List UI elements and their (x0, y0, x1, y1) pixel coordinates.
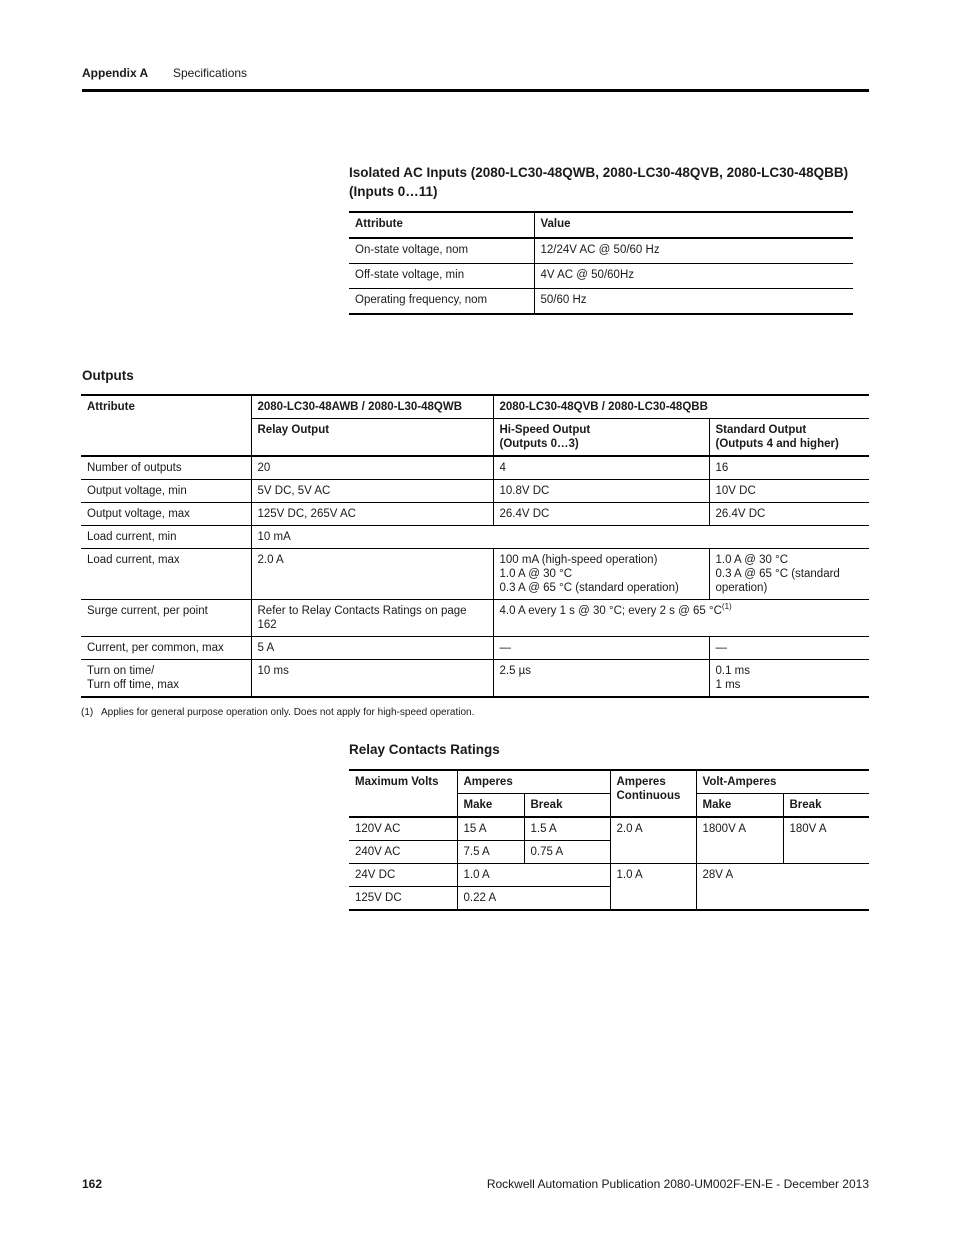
cell-relay: 10 ms (251, 660, 493, 698)
cell-hispeed: 10.8V DC (493, 480, 709, 503)
cell-attribute: Load current, min (81, 526, 251, 549)
col-attribute: Attribute (81, 395, 251, 456)
cell-amp-cont: 2.0 A (610, 817, 696, 864)
cell-standard: 0.1 ms 1 ms (709, 660, 869, 698)
table-row (81, 456, 869, 480)
cell-va: 28V A (696, 864, 869, 911)
cell-attribute: Off-state voltage, min (349, 264, 534, 289)
isolated-ac-title-line1: Isolated AC Inputs (2080-LC30-48QWB, 2080-LC30-48QVB, 2080-LC30-48QBB) (349, 165, 849, 180)
cell-volts: 120V AC (349, 817, 457, 841)
cell-relay: 125V DC, 265V AC (251, 503, 493, 526)
cell-hispeed: 4 (493, 456, 709, 480)
page-number: 162 (82, 1177, 103, 1191)
cell-make: 7.5 A (457, 841, 524, 864)
col-amp-break: Break (524, 794, 610, 818)
cell-amps: 1.0 A (457, 864, 610, 887)
cell-attribute: Output voltage, min (81, 480, 251, 503)
cell-standard: 16 (709, 456, 869, 480)
cell-attribute: Output voltage, max (81, 503, 251, 526)
cell-amps: 0.22 A (457, 887, 610, 911)
cell-attribute: Operating frequency, nom (349, 289, 534, 315)
cell-va-break: 180V A (783, 817, 869, 864)
cell-standard: 26.4V DC (709, 503, 869, 526)
col-hispeed-output: Hi-Speed Output (Outputs 0…3) (493, 419, 709, 457)
table-row (349, 264, 853, 289)
col-relay-output: Relay Output (251, 419, 493, 457)
cell-attribute: Number of outputs (81, 456, 251, 480)
cell-standard: 10V DC (709, 480, 869, 503)
cell-volts: 24V DC (349, 864, 457, 887)
cell-attribute: Turn on time/ Turn off time, max (81, 660, 251, 698)
relay-table (349, 769, 869, 911)
cell-attribute: Surge current, per point (81, 600, 251, 637)
cell-standard: — (709, 637, 869, 660)
cell-value: 4V AC @ 50/60Hz (534, 264, 853, 289)
cell-attribute: Load current, max (81, 549, 251, 600)
isolated-ac-title-line2: (Inputs 0…11) (349, 184, 438, 199)
table-header-row (81, 395, 869, 419)
table-row (349, 864, 869, 887)
col-standard-output: Standard Output (Outputs 4 and higher) (709, 419, 869, 457)
surge-text: 4.0 A every 1 s @ 30 °C; every 2 s @ 65 °C (499, 605, 722, 617)
col-group-awb: 2080-LC30-48AWB / 2080-L30-48QWB (251, 395, 493, 419)
header-rule (82, 89, 869, 92)
table-row (81, 637, 869, 660)
col-amperes-continuous: Amperes Continuous (610, 770, 696, 817)
table-row (81, 480, 869, 503)
outputs-title: Outputs (82, 368, 134, 383)
cell-relay: 5V DC, 5V AC (251, 480, 493, 503)
cell-relay: 2.0 A (251, 549, 493, 600)
col-va-make: Make (696, 794, 783, 818)
col-va-break: Break (783, 794, 869, 818)
cell-hispeed: 100 mA (high-speed operation) 1.0 A @ 30 °C 0.3 A @ 65 °C (standard operation) (493, 549, 709, 600)
table-row (81, 600, 869, 637)
cell-all: 10 mA (251, 526, 869, 549)
cell-va-make: 1800V A (696, 817, 783, 864)
table-row (349, 289, 853, 315)
footnote-number: (1) (81, 707, 94, 718)
cell-hispeed: — (493, 637, 709, 660)
cell-value: 50/60 Hz (534, 289, 853, 315)
isolated-ac-title (349, 163, 848, 201)
cell-break: 1.5 A (524, 817, 610, 841)
cell-hispeed: 2.5 µs (493, 660, 709, 698)
cell-amp-cont: 1.0 A (610, 864, 696, 911)
cell-attribute: Current, per common, max (81, 637, 251, 660)
table-row (349, 817, 869, 841)
table-row (81, 660, 869, 698)
publication-info: Rockwell Automation Publication 2080-UM002F-EN-E - December 2013 (486, 1177, 869, 1191)
cell-make: 15 A (457, 817, 524, 841)
col-attribute: Attribute (349, 212, 534, 238)
outputs-table (81, 394, 869, 698)
cell-volts: 125V DC (349, 887, 457, 911)
footnote-text: Applies for general purpose operation only. Does not apply for high-speed operation. (101, 707, 475, 718)
isolated-ac-table (349, 211, 853, 315)
table-row (81, 526, 869, 549)
col-amperes: Amperes (457, 770, 610, 794)
col-value: Value (534, 212, 853, 238)
col-group-qvb: 2080-LC30-48QVB / 2080-LC30-48QBB (493, 395, 869, 419)
col-max-volts: Maximum Volts (349, 770, 457, 817)
cell-group2 (493, 600, 869, 637)
cell-attribute: On-state voltage, nom (349, 238, 534, 264)
col-volt-amperes: Volt-Amperes (696, 770, 869, 794)
cell-relay: Refer to Relay Contacts Ratings on page 162 (251, 600, 493, 637)
cell-value: 12/24V AC @ 50/60 Hz (534, 238, 853, 264)
table-row (81, 503, 869, 526)
table-header-row (349, 770, 869, 794)
col-amp-make: Make (457, 794, 524, 818)
cell-volts: 240V AC (349, 841, 457, 864)
cell-standard: 1.0 A @ 30 °C 0.3 A @ 65 °C (standard operation) (709, 549, 869, 600)
relay-title: Relay Contacts Ratings (349, 742, 500, 757)
section-label: Specifications (173, 66, 248, 80)
cell-relay: 5 A (251, 637, 493, 660)
cell-break: 0.75 A (524, 841, 610, 864)
table-row (349, 238, 853, 264)
cell-hispeed: 26.4V DC (493, 503, 709, 526)
cell-relay: 20 (251, 456, 493, 480)
footnote-ref: (1) (721, 602, 732, 612)
table-row (81, 549, 869, 600)
appendix-label: Appendix A (82, 66, 149, 80)
table-header-row (349, 212, 853, 238)
